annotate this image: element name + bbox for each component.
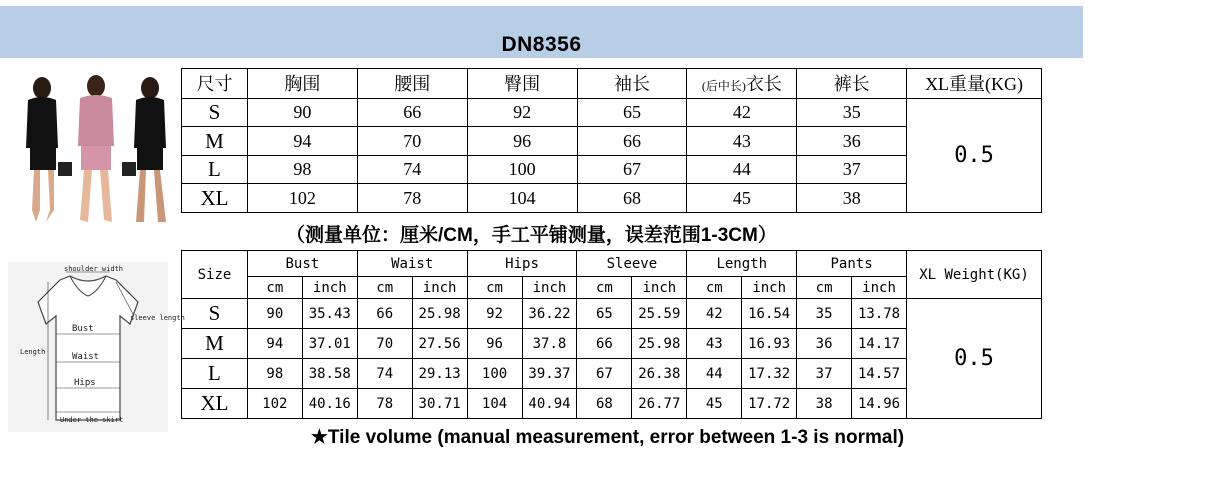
unit-inch: inch [412, 277, 467, 299]
value-cell: 37 [797, 359, 852, 389]
weight-cell: 0.5 [907, 299, 1042, 419]
value-cell: 36 [797, 329, 852, 359]
value-cell: 36.22 [522, 299, 577, 329]
value-cell: 104 [467, 184, 577, 213]
size-cell: L [182, 359, 248, 389]
header-sleeve: Sleeve [577, 251, 687, 277]
header-bust: Bust [247, 251, 357, 277]
unit-cm: cm [577, 277, 632, 299]
model-left [26, 77, 72, 222]
value-cell: 42 [687, 299, 742, 329]
value-cell: 16.93 [742, 329, 797, 359]
header-sleeve: 袖长 [577, 69, 687, 99]
header-length: Length [687, 251, 797, 277]
value-cell: 100 [467, 359, 522, 389]
product-code-title: DN8356 [501, 33, 582, 56]
value-cell: 96 [467, 329, 522, 359]
value-cell: 40.94 [522, 389, 577, 419]
value-cell: 66 [357, 98, 467, 127]
unit-cm: cm [357, 277, 412, 299]
model-right [122, 77, 166, 222]
value-cell: 14.57 [852, 359, 907, 389]
header-size: 尺寸 [182, 69, 248, 99]
value-cell: 66 [577, 329, 632, 359]
value-cell: 16.54 [742, 299, 797, 329]
value-cell: 68 [577, 389, 632, 419]
header-pants: 裤长 [797, 69, 907, 99]
value-cell: 67 [577, 155, 687, 184]
unit-inch: inch [632, 277, 687, 299]
value-cell: 37 [797, 155, 907, 184]
value-cell: 65 [577, 98, 687, 127]
value-cell: 78 [357, 389, 412, 419]
value-cell: 37.01 [302, 329, 357, 359]
value-cell: 35 [797, 98, 907, 127]
diagram-label-shoulder: shoulder width [64, 265, 124, 273]
size-table-cn [181, 68, 1042, 213]
value-cell: 26.38 [632, 359, 687, 389]
value-cell: 27.56 [412, 329, 467, 359]
value-cell: 36 [797, 127, 907, 156]
value-cell: 45 [687, 389, 742, 419]
measurement-diagram [8, 262, 185, 432]
value-cell: 70 [357, 329, 412, 359]
header-bust: 胸围 [247, 69, 357, 99]
value-cell: 90 [247, 299, 302, 329]
value-cell: 70 [357, 127, 467, 156]
header-length-main: 衣长 [745, 74, 782, 95]
header-hips: Hips [467, 251, 577, 277]
header-weight: XL Weight(KG) [907, 251, 1042, 299]
value-cell: 98 [247, 359, 302, 389]
header-hips: 臀围 [467, 69, 577, 99]
table-row [182, 98, 1042, 127]
value-cell: 42 [687, 98, 797, 127]
value-cell: 14.17 [852, 329, 907, 359]
header-size: Size [182, 251, 248, 299]
value-cell: 102 [247, 184, 357, 213]
unit-cm: cm [247, 277, 302, 299]
value-cell: 30.71 [412, 389, 467, 419]
size-cell: M [182, 127, 248, 156]
unit-cm: cm [467, 277, 522, 299]
size-cell: XL [182, 184, 248, 213]
header-length-sub: (后中长) [701, 79, 746, 94]
value-cell: 98 [247, 155, 357, 184]
value-cell: 14.96 [852, 389, 907, 419]
unit-inch: inch [852, 277, 907, 299]
value-cell: 39.37 [522, 359, 577, 389]
value-cell: 66 [357, 299, 412, 329]
header-waist: 腰围 [357, 69, 467, 99]
value-cell: 74 [357, 359, 412, 389]
diagram-label-sleeve: sleeve length [130, 314, 185, 322]
unit-inch: inch [522, 277, 577, 299]
value-cell: 92 [467, 299, 522, 329]
size-cell: M [182, 329, 248, 359]
value-cell: 100 [467, 155, 577, 184]
value-cell: 102 [247, 389, 302, 419]
value-cell: 25.59 [632, 299, 687, 329]
model-center [78, 75, 114, 222]
size-cell: S [182, 299, 248, 329]
value-cell: 94 [247, 329, 302, 359]
value-cell: 104 [467, 389, 522, 419]
diagram-label-skirt: Under the skirt [60, 416, 124, 424]
value-cell: 13.78 [852, 299, 907, 329]
value-cell: 67 [577, 359, 632, 389]
value-cell: 96 [467, 127, 577, 156]
unit-inch: inch [302, 277, 357, 299]
value-cell: 38.58 [302, 359, 357, 389]
diagram-label-length: Length [20, 348, 46, 356]
value-cell: 17.72 [742, 389, 797, 419]
value-cell: 66 [577, 127, 687, 156]
value-cell: 37.8 [522, 329, 577, 359]
value-cell: 38 [797, 184, 907, 213]
value-cell: 35.43 [302, 299, 357, 329]
value-cell: 38 [797, 389, 852, 419]
table-row [182, 299, 1042, 329]
diagram-label-hips: Hips [74, 378, 96, 388]
value-cell: 25.98 [412, 299, 467, 329]
header-row [182, 251, 1042, 277]
value-cell: 65 [577, 299, 632, 329]
weight-cell: 0.5 [907, 98, 1042, 212]
value-cell: 90 [247, 98, 357, 127]
unit-inch: inch [742, 277, 797, 299]
value-cell: 25.98 [632, 329, 687, 359]
diagram-label-waist: Waist [72, 352, 100, 362]
value-cell: 74 [357, 155, 467, 184]
value-cell: 17.32 [742, 359, 797, 389]
size-table-en [181, 250, 1042, 419]
value-cell: 26.77 [632, 389, 687, 419]
value-cell: 43 [687, 329, 742, 359]
header-weight: XL重量(KG) [907, 69, 1042, 99]
value-cell: 92 [467, 98, 577, 127]
header-waist: Waist [357, 251, 467, 277]
header-row [182, 69, 1042, 99]
header-length [687, 69, 797, 99]
header-pants: Pants [797, 251, 907, 277]
unit-cm: cm [687, 277, 742, 299]
size-cell: S [182, 98, 248, 127]
value-cell: 43 [687, 127, 797, 156]
value-cell: 68 [577, 184, 687, 213]
size-cell: L [182, 155, 248, 184]
value-cell: 78 [357, 184, 467, 213]
value-cell: 45 [687, 184, 797, 213]
product-photo [18, 70, 176, 230]
measurement-note-en: ★Tile volume (manual measurement, error between 1-3 is normal) [310, 427, 905, 448]
value-cell: 44 [687, 155, 797, 184]
value-cell: 44 [687, 359, 742, 389]
measurement-note-cn: （测量单位：厘米/CM，手工平铺测量，误差范围1-3CM） [286, 225, 777, 246]
value-cell: 94 [247, 127, 357, 156]
value-cell: 29.13 [412, 359, 467, 389]
value-cell: 35 [797, 299, 852, 329]
value-cell: 40.16 [302, 389, 357, 419]
unit-cm: cm [797, 277, 852, 299]
size-cell: XL [182, 389, 248, 419]
diagram-label-bust: Bust [72, 324, 94, 334]
